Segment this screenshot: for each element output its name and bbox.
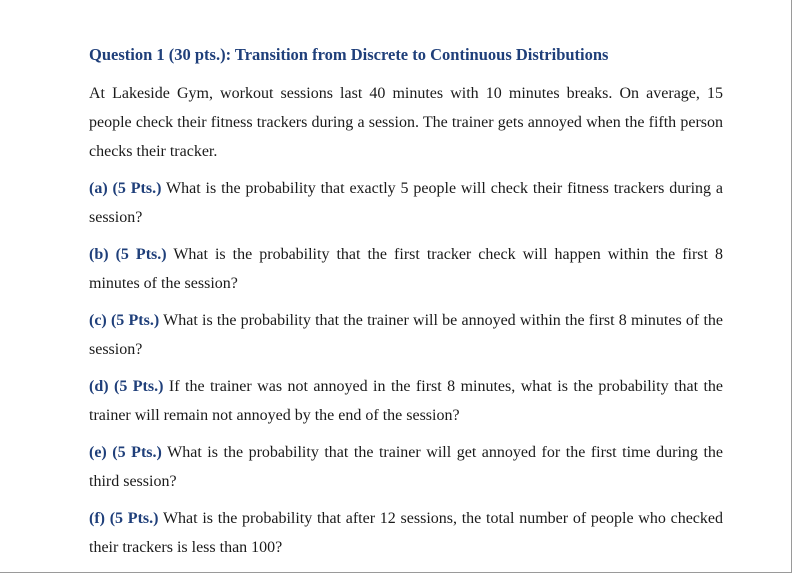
part-e-text: What is the probability that the trainer will get annoyed for the first time during the third session?: [89, 444, 724, 490]
question-part-c: [89, 306, 723, 364]
question-intro: At Lakeside Gym, workout sessions last 40 minutes with 10 minutes breaks. On average, 15 people check their fitness trackers during a session. The trainer gets annoyed when the fifth person checks their tracker.: [89, 85, 723, 160]
part-e-label: (e) (5 Pts.): [89, 444, 162, 461]
part-c-text: What is the probability that the trainer will be annoyed within the first 8 minutes of the session?: [89, 312, 723, 358]
question-heading: Question 1 (30 pts.): Transition from Discrete to Continuous Distributions: [89, 45, 609, 64]
part-f-label: (f) (5 Pts.): [89, 510, 159, 527]
question-part-d: [89, 372, 723, 430]
part-f-text: What is the probability that after 12 sessions, the total number of people who checked their trackers is less than 100?: [89, 510, 724, 556]
part-b-text: What is the probability that the first tracker check will happen within the first 8 minutes of the session?: [89, 246, 723, 292]
part-d-label: (d) (5 Pts.): [89, 378, 164, 395]
part-a-text: What is the probability that exactly 5 people will check their fitness trackers during a session?: [89, 180, 723, 226]
part-a-label: (a) (5 Pts.): [89, 180, 162, 197]
question-part-b: [89, 240, 723, 298]
part-b-label: (b) (5 Pts.): [89, 246, 167, 263]
question-part-e: [89, 438, 723, 496]
question-part-a: [89, 174, 723, 232]
part-d-text: If the trainer was not annoyed in the first 8 minutes, what is the probability that the trainer will remain not annoyed by the end of the session?: [89, 378, 724, 424]
question-part-f: [89, 504, 723, 562]
part-c-label: (c) (5 Pts.): [89, 312, 160, 329]
question-block: [89, 43, 723, 570]
